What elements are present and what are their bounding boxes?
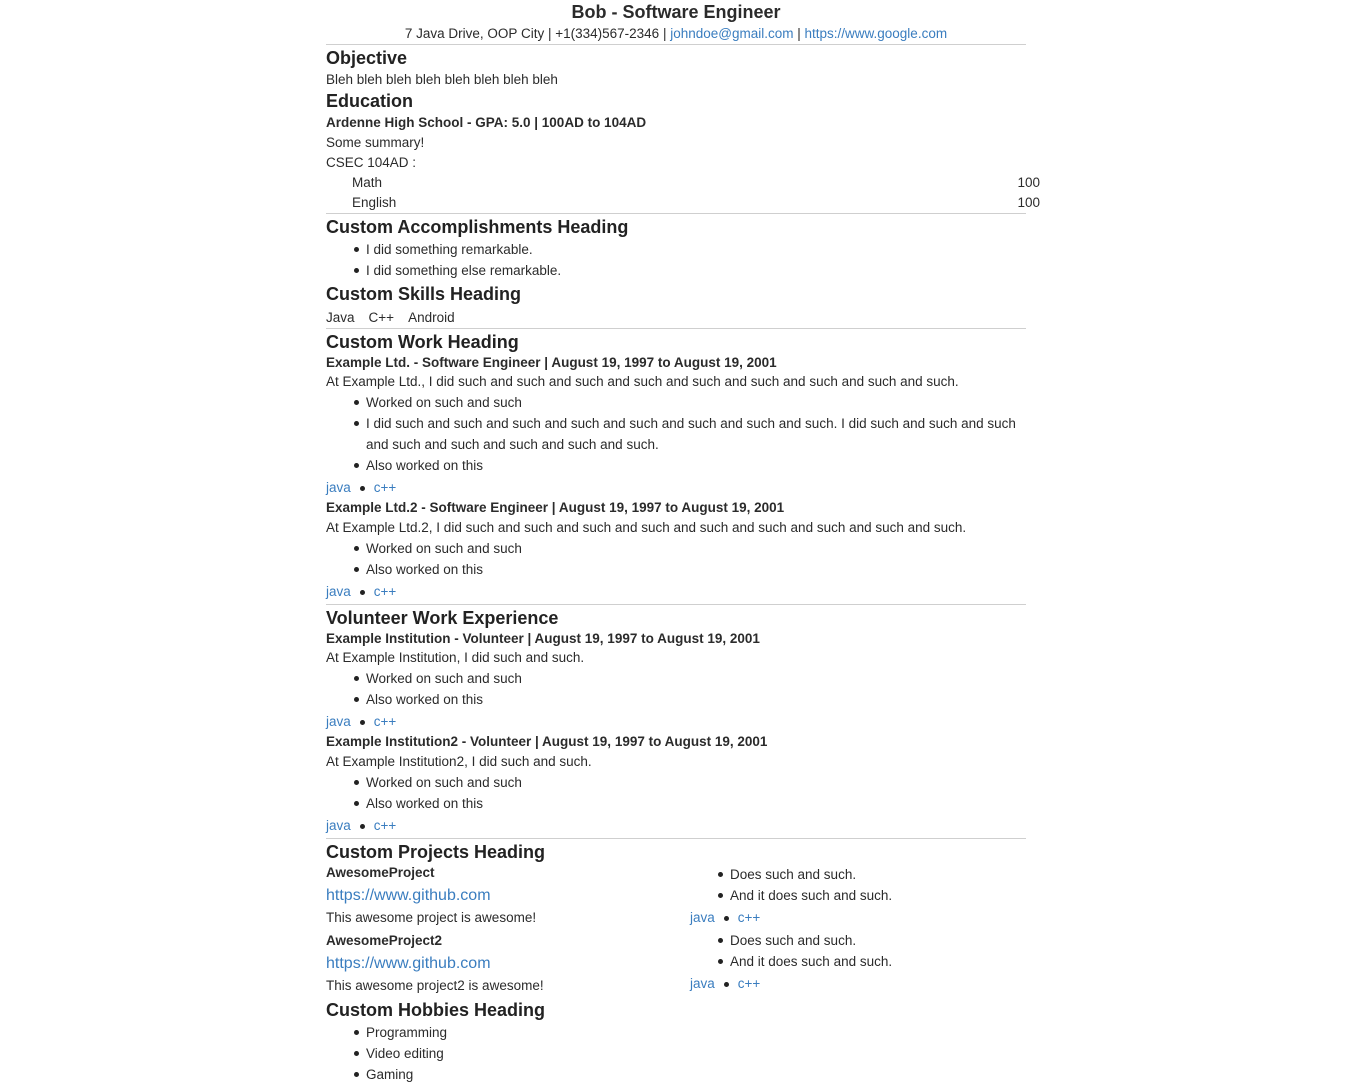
list-item: Also worked on this [366,559,1026,580]
bullet-separator [360,590,365,595]
volunteer-bullets [326,668,1026,710]
hobbies-list [326,1022,1026,1085]
divider [326,213,1026,214]
resume-name: Bob - Software Engineer [571,2,781,22]
list-item: Worked on such and such [366,772,1026,793]
work-entry [326,498,1026,604]
volunteer-title: Example Institution - Volunteer | August 19, 1997 to August 19, 2001 [326,631,760,646]
work-tags [326,476,1026,500]
project-description: This awesome project2 is awesome! [326,978,544,993]
contact-email-link[interactable]: johndoe@gmail.com [670,26,794,41]
work-bullets [326,392,1026,476]
skill-item: Java [326,310,355,325]
bullet-separator [724,982,729,987]
tag-link[interactable]: java [690,976,715,991]
list-item: Gaming [366,1064,1026,1085]
divider [326,328,1026,329]
work-title: Example Ltd.2 - Software Engineer | August 19, 1997 to August 19, 2001 [326,500,785,515]
work-tags [326,580,1026,604]
project-entry [326,864,1026,930]
project-name: AwesomeProject2 [326,933,443,948]
section-heading-work: Custom Work Heading [326,332,519,352]
tag-link[interactable]: java [326,714,351,729]
objective-text: Bleh bleh bleh bleh bleh bleh bleh bleh [326,72,558,87]
list-item: Worked on such and such [366,668,1026,689]
list-item: I did something remarkable. [366,239,1026,260]
section-heading-education: Education [326,91,414,111]
list-item: Also worked on this [366,689,1026,710]
work-summary: At Example Ltd.2, I did such and such and such and such and such and such and such and such and such. [326,520,967,535]
project-description: This awesome project is awesome! [326,910,537,925]
divider [326,604,1026,605]
score-value: 100 [1017,195,1040,210]
tag-link[interactable]: c++ [737,910,761,925]
education-summary: Some summary! [326,135,425,150]
score-subject: Math [352,175,383,190]
project-bullets [690,864,1026,906]
list-item: Does such and such. [730,930,1026,951]
work-title: Example Ltd. - Software Engineer | August 19, 1997 to August 19, 2001 [326,355,777,370]
bullet-separator [360,824,365,829]
skill-item: C++ [368,310,395,325]
project-name: AwesomeProject [326,865,435,880]
project-bullets [690,930,1026,972]
project-tags [690,972,1026,996]
tag-link[interactable]: c++ [373,584,397,599]
score-row [326,173,1040,193]
volunteer-bullets [326,772,1026,814]
tag-link[interactable]: java [326,584,351,599]
project-url-link[interactable]: https://www.github.com [326,955,491,972]
list-item: Worked on such and such [366,392,1026,413]
contact-phone: +1(334)567-2346 [555,26,660,41]
volunteer-summary: At Example Institution2, I did such and such. [326,754,592,769]
bullet-separator [724,916,729,921]
divider [326,44,1026,45]
section-heading-hobbies: Custom Hobbies Heading [326,1000,546,1020]
resume-page [326,0,1040,1085]
volunteer-entry [326,732,1026,838]
project-url-link[interactable]: https://www.github.com [326,887,491,904]
tag-link[interactable]: c++ [373,714,397,729]
tag-link[interactable]: c++ [737,976,761,991]
score-row [326,193,1040,213]
section-heading-accomplishments: Custom Accomplishments Heading [326,217,629,237]
section-heading-objective: Objective [326,48,408,68]
bullet-separator [360,486,365,491]
volunteer-tags [326,710,1026,734]
education-school: Ardenne High School - GPA: 5.0 | 100AD to 104AD [326,115,647,130]
contact-line: 7 Java Drive, OOP City | +1(334)567-2346 | johndoe@gmail.com | https://www.google.com [404,26,948,41]
work-summary: At Example Ltd., I did such and such and such and such and such and such and such and such and such. [326,374,959,389]
bullet-separator [360,720,365,725]
list-item: And it does such and such. [730,951,1026,972]
volunteer-entry [326,630,1026,734]
score-value: 100 [1017,175,1040,190]
list-item: Worked on such and such [366,538,1026,559]
volunteer-summary: At Example Institution, I did such and such. [326,650,585,665]
list-item: Video editing [366,1043,1026,1064]
list-item: Also worked on this [366,793,1026,814]
tag-link[interactable]: c++ [373,480,397,495]
section-heading-volunteer: Volunteer Work Experience [326,608,559,628]
section-heading-projects: Custom Projects Heading [326,842,546,862]
contact-address: 7 Java Drive, OOP City [404,26,545,41]
accomplishments-list [326,239,1026,281]
tag-link[interactable]: c++ [373,818,397,833]
divider [326,838,1026,839]
project-tags [690,906,1026,930]
project-entry [326,930,1026,996]
work-entry [326,354,1026,500]
volunteer-title: Example Institution2 - Volunteer | August 19, 1997 to August 19, 2001 [326,734,768,749]
list-item: Programming [366,1022,1026,1043]
list-item: I did something else remarkable. [366,260,1026,281]
skills-list [326,308,1026,328]
tag-link[interactable]: java [690,910,715,925]
education-exam: CSEC 104AD : [326,155,417,170]
score-subject: English [352,195,397,210]
list-item: And it does such and such. [730,885,1026,906]
skill-item: Android [408,310,455,325]
list-item: Does such and such. [730,864,1026,885]
section-heading-skills: Custom Skills Heading [326,284,522,304]
tag-link[interactable]: java [326,480,351,495]
work-bullets [326,538,1026,580]
list-item: I did such and such and such and such and such and such and such and such. I did such and such and such and such and such and such and such and such. [366,413,1026,455]
list-item: Also worked on this [366,455,1026,476]
contact-website-link[interactable]: https://www.google.com [804,26,948,41]
volunteer-tags [326,814,1026,838]
tag-link[interactable]: java [326,818,351,833]
